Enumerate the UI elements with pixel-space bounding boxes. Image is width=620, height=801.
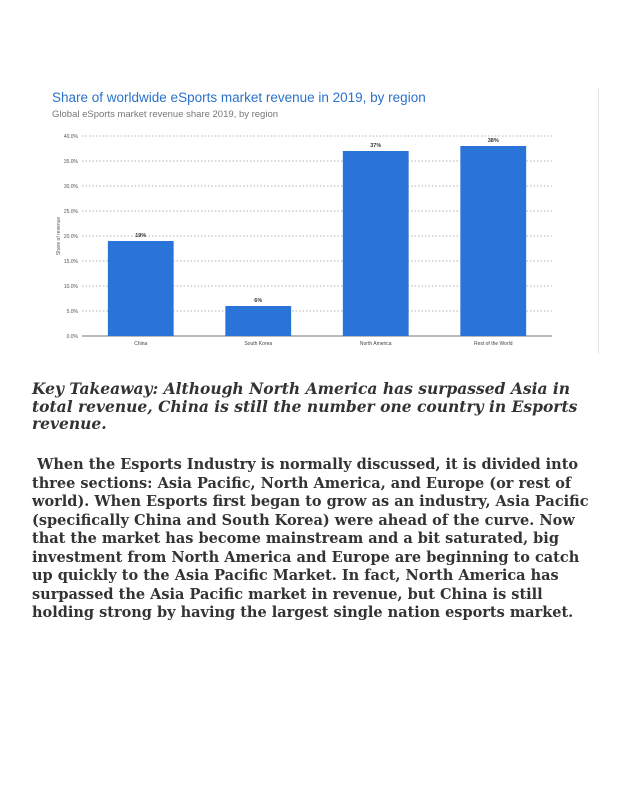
y-tick-label: 35.0% xyxy=(63,159,78,165)
y-tick-label: 5.0% xyxy=(66,309,78,315)
bar xyxy=(343,151,409,336)
y-tick-label: 25.0% xyxy=(63,209,78,215)
key-takeaway: Key Takeaway: Although North America has surpassed Asia in total revenue, China is still the number one country in Esports revenue. xyxy=(32,379,578,433)
chart-subtitle: Global eSports market revenue share 2019, by region xyxy=(52,109,279,120)
y-tick-label: 20.0% xyxy=(63,234,78,240)
body-text: When the Esports Industry is normally discussed, it is divided into three sections: Asia Pacific, North America, and Europe (or rest of world). When Esports first began to grow as an industry, Asia Pacific (specifically China and South Korea) were ahead of the curve. Now that the market has become mainstream and a bit saturated, big investment from North America and Europe are beginning to catch up quickly to the Asia Pacific Market. In fact, North America has surpassed the Asia Pacific market in revenue, but China is still holding strong by having the largest single nation esports market. xyxy=(32,456,589,621)
y-tick-label: 40.0% xyxy=(63,134,78,140)
x-tick-label: South Korea xyxy=(244,341,273,347)
x-tick-label: North America xyxy=(359,341,392,347)
y-tick-label: 15.0% xyxy=(63,259,78,265)
y-tick-label: 10.0% xyxy=(63,284,78,290)
data-label: 6% xyxy=(254,298,263,304)
body-paragraph xyxy=(32,456,592,623)
chart-title: Share of worldwide eSports market revenue in 2019, by region xyxy=(52,90,426,105)
bar xyxy=(225,306,291,336)
data-label: 38% xyxy=(487,138,499,144)
y-axis-label: Share of revenue xyxy=(56,216,62,256)
chart-container xyxy=(0,85,620,360)
x-tick-label: China xyxy=(134,341,148,347)
bar-chart xyxy=(0,125,600,355)
bar xyxy=(108,241,174,336)
bar xyxy=(460,146,526,336)
data-label: 37% xyxy=(370,143,382,149)
y-tick-label: 0.0% xyxy=(66,334,78,340)
data-label: 19% xyxy=(135,233,147,239)
y-tick-label: 30.0% xyxy=(63,184,78,190)
x-tick-label: Rest of the World xyxy=(473,341,513,347)
